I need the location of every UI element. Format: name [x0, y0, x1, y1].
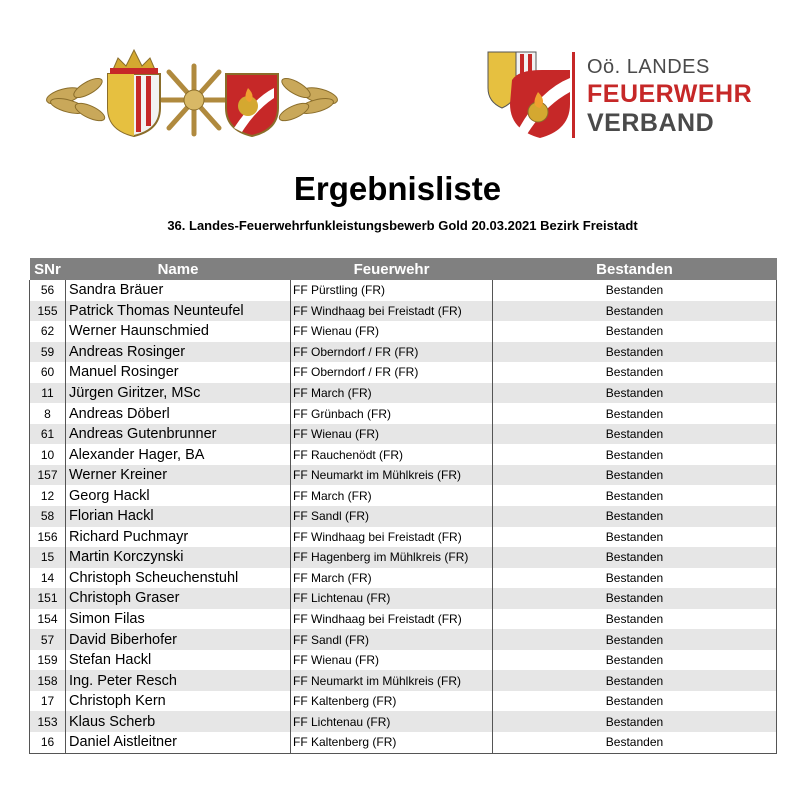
- table-row: [30, 383, 777, 404]
- cell-snr: 57: [30, 629, 66, 650]
- logo-line-2: FEUERWEHR: [587, 80, 753, 108]
- cell-result: Bestanden: [493, 629, 777, 650]
- cell-result: Bestanden: [493, 506, 777, 527]
- cell-snr: 157: [30, 465, 66, 486]
- cell-result: Bestanden: [493, 711, 777, 732]
- cell-snr: 159: [30, 650, 66, 671]
- cell-feuerwehr: FF Grünbach (FR): [291, 403, 493, 424]
- cell-name: Andreas Rosinger: [66, 342, 291, 363]
- cell-snr: 15: [30, 547, 66, 568]
- cell-feuerwehr: FF Rauchenödt (FR): [291, 444, 493, 465]
- cell-snr: 58: [30, 506, 66, 527]
- feuerwehr-verband-logo: [486, 50, 776, 140]
- cell-name: Werner Haunschmied: [66, 321, 291, 342]
- table-row: [30, 588, 777, 609]
- cell-result: Bestanden: [493, 650, 777, 671]
- table-row: [30, 506, 777, 527]
- cell-name: Christoph Scheuchenstuhl: [66, 568, 291, 589]
- logo-line-3: VERBAND: [587, 109, 715, 137]
- cell-result: Bestanden: [493, 670, 777, 691]
- cell-feuerwehr: FF Windhaag bei Freistadt (FR): [291, 301, 493, 322]
- table-row: [30, 650, 777, 671]
- cell-feuerwehr: FF Pürstling (FR): [291, 280, 493, 301]
- cell-result: Bestanden: [493, 732, 777, 753]
- cell-feuerwehr: FF Windhaag bei Freistadt (FR): [291, 527, 493, 548]
- cell-result: Bestanden: [493, 342, 777, 363]
- table-row: [30, 424, 777, 445]
- cell-name: Andreas Döberl: [66, 403, 291, 424]
- cell-snr: 16: [30, 732, 66, 753]
- cell-name: Alexander Hager, BA: [66, 444, 291, 465]
- table-row: [30, 301, 777, 322]
- cell-name: Christoph Kern: [66, 691, 291, 712]
- cell-snr: 61: [30, 424, 66, 445]
- table-row: [30, 670, 777, 691]
- cell-result: Bestanden: [493, 691, 777, 712]
- cell-result: Bestanden: [493, 485, 777, 506]
- table-row: [30, 362, 777, 383]
- competition-badge-logo: [44, 44, 340, 140]
- column-header-name: Name: [66, 258, 291, 280]
- cell-snr: 154: [30, 609, 66, 630]
- cell-feuerwehr: FF Neumarkt im Mühlkreis (FR): [291, 670, 493, 691]
- table-row: [30, 465, 777, 486]
- cell-result: Bestanden: [493, 588, 777, 609]
- cell-feuerwehr: FF Oberndorf / FR (FR): [291, 342, 493, 363]
- page-title: Ergebnisliste: [293, 170, 502, 207]
- table-row: [30, 568, 777, 589]
- cell-name: Christoph Graser: [66, 588, 291, 609]
- cell-snr: 151: [30, 588, 66, 609]
- cell-feuerwehr: FF March (FR): [291, 383, 493, 404]
- table-row: [30, 711, 777, 732]
- cell-feuerwehr: FF Wienau (FR): [291, 321, 493, 342]
- table-row: [30, 629, 777, 650]
- cell-feuerwehr: FF March (FR): [291, 485, 493, 506]
- cell-result: Bestanden: [493, 280, 777, 301]
- table-row: [30, 321, 777, 342]
- table-row: [30, 691, 777, 712]
- cell-feuerwehr: FF Wienau (FR): [291, 650, 493, 671]
- cell-name: Richard Puchmayr: [66, 527, 291, 548]
- cell-feuerwehr: FF Lichtenau (FR): [291, 588, 493, 609]
- cell-feuerwehr: FF Hagenberg im Mühlkreis (FR): [291, 547, 493, 568]
- column-header-feuerwehr: Feuerwehr: [291, 258, 493, 280]
- cell-snr: 155: [30, 301, 66, 322]
- cell-name: Martin Korczynski: [66, 547, 291, 568]
- cell-name: Georg Hackl: [66, 485, 291, 506]
- cell-name: Werner Kreiner: [66, 465, 291, 486]
- cell-snr: 158: [30, 670, 66, 691]
- cell-name: Manuel Rosinger: [66, 362, 291, 383]
- cell-result: Bestanden: [493, 609, 777, 630]
- results-table: [29, 258, 777, 754]
- cell-result: Bestanden: [493, 301, 777, 322]
- cell-name: Simon Filas: [66, 609, 291, 630]
- cell-result: Bestanden: [493, 444, 777, 465]
- cell-snr: 153: [30, 711, 66, 732]
- cell-snr: 17: [30, 691, 66, 712]
- table-header-row: [30, 258, 777, 280]
- cell-result: Bestanden: [493, 568, 777, 589]
- cell-snr: 14: [30, 568, 66, 589]
- cell-feuerwehr: FF Lichtenau (FR): [291, 711, 493, 732]
- table-row: [30, 527, 777, 548]
- cell-feuerwehr: FF Kaltenberg (FR): [291, 732, 493, 753]
- cell-snr: 56: [30, 280, 66, 301]
- cell-name: Andreas Gutenbrunner: [66, 424, 291, 445]
- table-row: [30, 609, 777, 630]
- cell-name: Stefan Hackl: [66, 650, 291, 671]
- cell-name: Florian Hackl: [66, 506, 291, 527]
- column-header-bestanden: Bestanden: [493, 258, 777, 280]
- table-row: [30, 732, 777, 753]
- cell-feuerwehr: FF Sandl (FR): [291, 629, 493, 650]
- cell-result: Bestanden: [493, 321, 777, 342]
- cell-result: Bestanden: [493, 424, 777, 445]
- cell-name: Klaus Scherb: [66, 711, 291, 732]
- cell-feuerwehr: FF Kaltenberg (FR): [291, 691, 493, 712]
- cell-snr: 10: [30, 444, 66, 465]
- column-header-snr: SNr: [30, 258, 66, 280]
- cell-result: Bestanden: [493, 547, 777, 568]
- cell-snr: 60: [30, 362, 66, 383]
- table-row: [30, 342, 777, 363]
- cell-feuerwehr: FF March (FR): [291, 568, 493, 589]
- cell-snr: 59: [30, 342, 66, 363]
- table-row: [30, 444, 777, 465]
- logo-line-1: Oö. LANDES: [587, 56, 710, 78]
- verband-shield-icon: [486, 50, 572, 140]
- cell-feuerwehr: FF Oberndorf / FR (FR): [291, 362, 493, 383]
- cell-feuerwehr: FF Neumarkt im Mühlkreis (FR): [291, 465, 493, 486]
- cell-feuerwehr: FF Wienau (FR): [291, 424, 493, 445]
- cell-snr: 12: [30, 485, 66, 506]
- table-row: [30, 485, 777, 506]
- table-row: [30, 280, 777, 301]
- cell-feuerwehr: FF Windhaag bei Freistadt (FR): [291, 609, 493, 630]
- cell-name: Sandra Bräuer: [66, 280, 291, 301]
- cell-feuerwehr: FF Sandl (FR): [291, 506, 493, 527]
- cell-result: Bestanden: [493, 527, 777, 548]
- cell-snr: 62: [30, 321, 66, 342]
- cell-result: Bestanden: [493, 362, 777, 383]
- cell-result: Bestanden: [493, 383, 777, 404]
- page-subtitle: 36. Landes-Feuerwehrfunkleistungsbewerb Gold 20.03.2021 Bezirk Freistadt: [167, 218, 638, 233]
- table-row: [30, 403, 777, 424]
- cell-name: Daniel Aistleitner: [66, 732, 291, 753]
- cell-snr: 156: [30, 527, 66, 548]
- cell-snr: 8: [30, 403, 66, 424]
- cell-name: David Biberhofer: [66, 629, 291, 650]
- cell-name: Ing. Peter Resch: [66, 670, 291, 691]
- cell-name: Patrick Thomas Neunteufel: [66, 301, 291, 322]
- cell-result: Bestanden: [493, 465, 777, 486]
- logo-divider: [572, 52, 575, 138]
- cell-name: Jürgen Giritzer, MSc: [66, 383, 291, 404]
- cell-snr: 11: [30, 383, 66, 404]
- table-row: [30, 547, 777, 568]
- cell-result: Bestanden: [493, 403, 777, 424]
